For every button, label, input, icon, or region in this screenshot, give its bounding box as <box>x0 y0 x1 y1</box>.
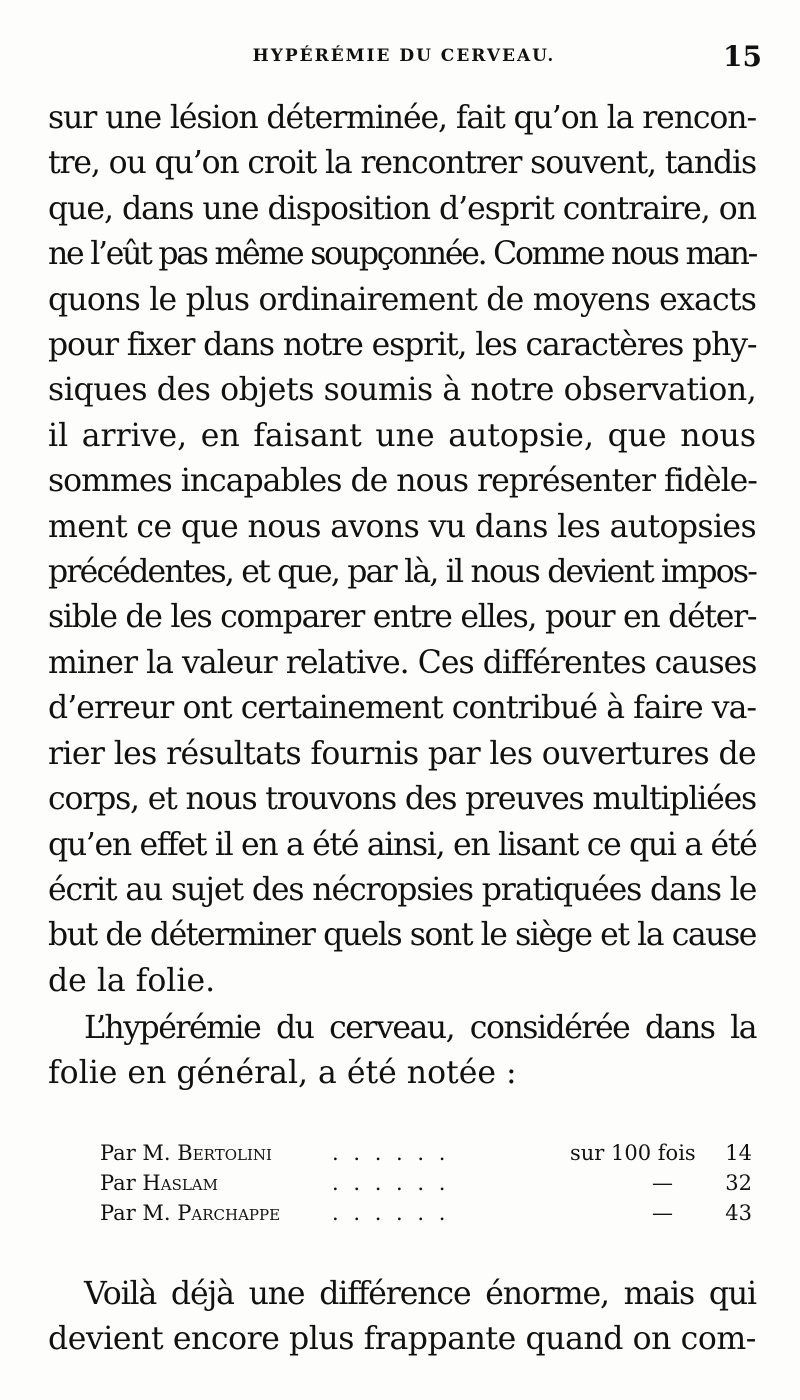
text-line: folie en général, a été notée : <box>48 1055 517 1092</box>
results-list <box>100 1138 760 1228</box>
text-line: but de déterminer quels sont le siège et la cause <box>48 917 756 954</box>
text-line: miner la valeur relative. Ces différentes causes <box>48 644 757 681</box>
text-line: sommes incapables de nous représenter fidèle- <box>48 463 757 500</box>
result-row <box>100 1168 760 1198</box>
result-basis: — <box>652 1201 673 1225</box>
text-line: corps, et nous trouvons des preuves multipliées <box>48 781 756 818</box>
result-value: 32 <box>725 1171 752 1195</box>
text-line: il arrive, en faisant une autopsie, que nous <box>48 417 756 454</box>
text-line: pour fixer dans notre esprit, les caractères phy- <box>48 327 757 364</box>
result-value: 43 <box>725 1201 752 1225</box>
text-line: ne l’eût pas même soupçonnée. Comme nous man- <box>48 236 756 273</box>
text-line: tre, ou qu’on croit la rencontrer souvent, tandis <box>48 145 756 182</box>
text-line: Voilà déjà une différence énorme, mais qui <box>84 1276 756 1312</box>
text-line: qu’en effet il en a été ainsi, en lisant ce qui a été <box>48 826 757 863</box>
result-author: Par Haslam <box>100 1171 218 1195</box>
text-line: précédentes, et que, par là, il nous devient impos- <box>48 554 757 591</box>
text-line: que, dans une disposition d’esprit contraire, on <box>48 190 756 227</box>
text-line: de la folie. <box>48 962 216 999</box>
result-row <box>100 1198 760 1228</box>
result-author: Par M. Bertolini <box>100 1141 272 1165</box>
leader-dots: . . . . . . <box>332 1201 450 1225</box>
result-basis: — <box>652 1171 673 1195</box>
result-row <box>100 1138 760 1168</box>
text-line: d’erreur ont certainement contribué à faire va- <box>48 690 757 727</box>
running-title: HYPÉRÉMIE DU CERVEAU. <box>252 46 556 66</box>
running-head <box>46 40 762 76</box>
text-line: écrit au sujet des nécropsies pratiquées dans le <box>48 871 757 908</box>
result-basis: sur 100 fois <box>570 1141 696 1165</box>
leader-dots: . . . . . . <box>332 1171 450 1195</box>
text-line: L’hypérémie du cerveau, considérée dans la <box>84 1010 756 1046</box>
text-line: rier les résultats fournis par les ouvertures de <box>48 735 757 772</box>
leader-dots: . . . . . . <box>332 1141 450 1165</box>
paragraph-3 <box>48 1272 756 1363</box>
paragraph-2 <box>48 1006 756 1097</box>
text-line: ment ce que nous avons vu dans les autopsies <box>48 508 756 545</box>
text-line: devient encore plus frappante quand on com- <box>48 1321 756 1358</box>
result-author: Par M. Parchappe <box>100 1201 281 1225</box>
text-line: quons le plus ordinairement de moyens exacts <box>48 281 757 318</box>
text-line: sur une lésion déterminée, fait qu’on la rencon- <box>48 100 756 136</box>
text-line: siques des objets soumis à notre observation, <box>48 372 757 409</box>
paragraph-1 <box>48 96 756 1004</box>
text-line: sible de les comparer entre elles, pour en déter- <box>48 599 757 636</box>
page-number: 15 <box>723 40 762 73</box>
result-value: 14 <box>725 1141 752 1165</box>
